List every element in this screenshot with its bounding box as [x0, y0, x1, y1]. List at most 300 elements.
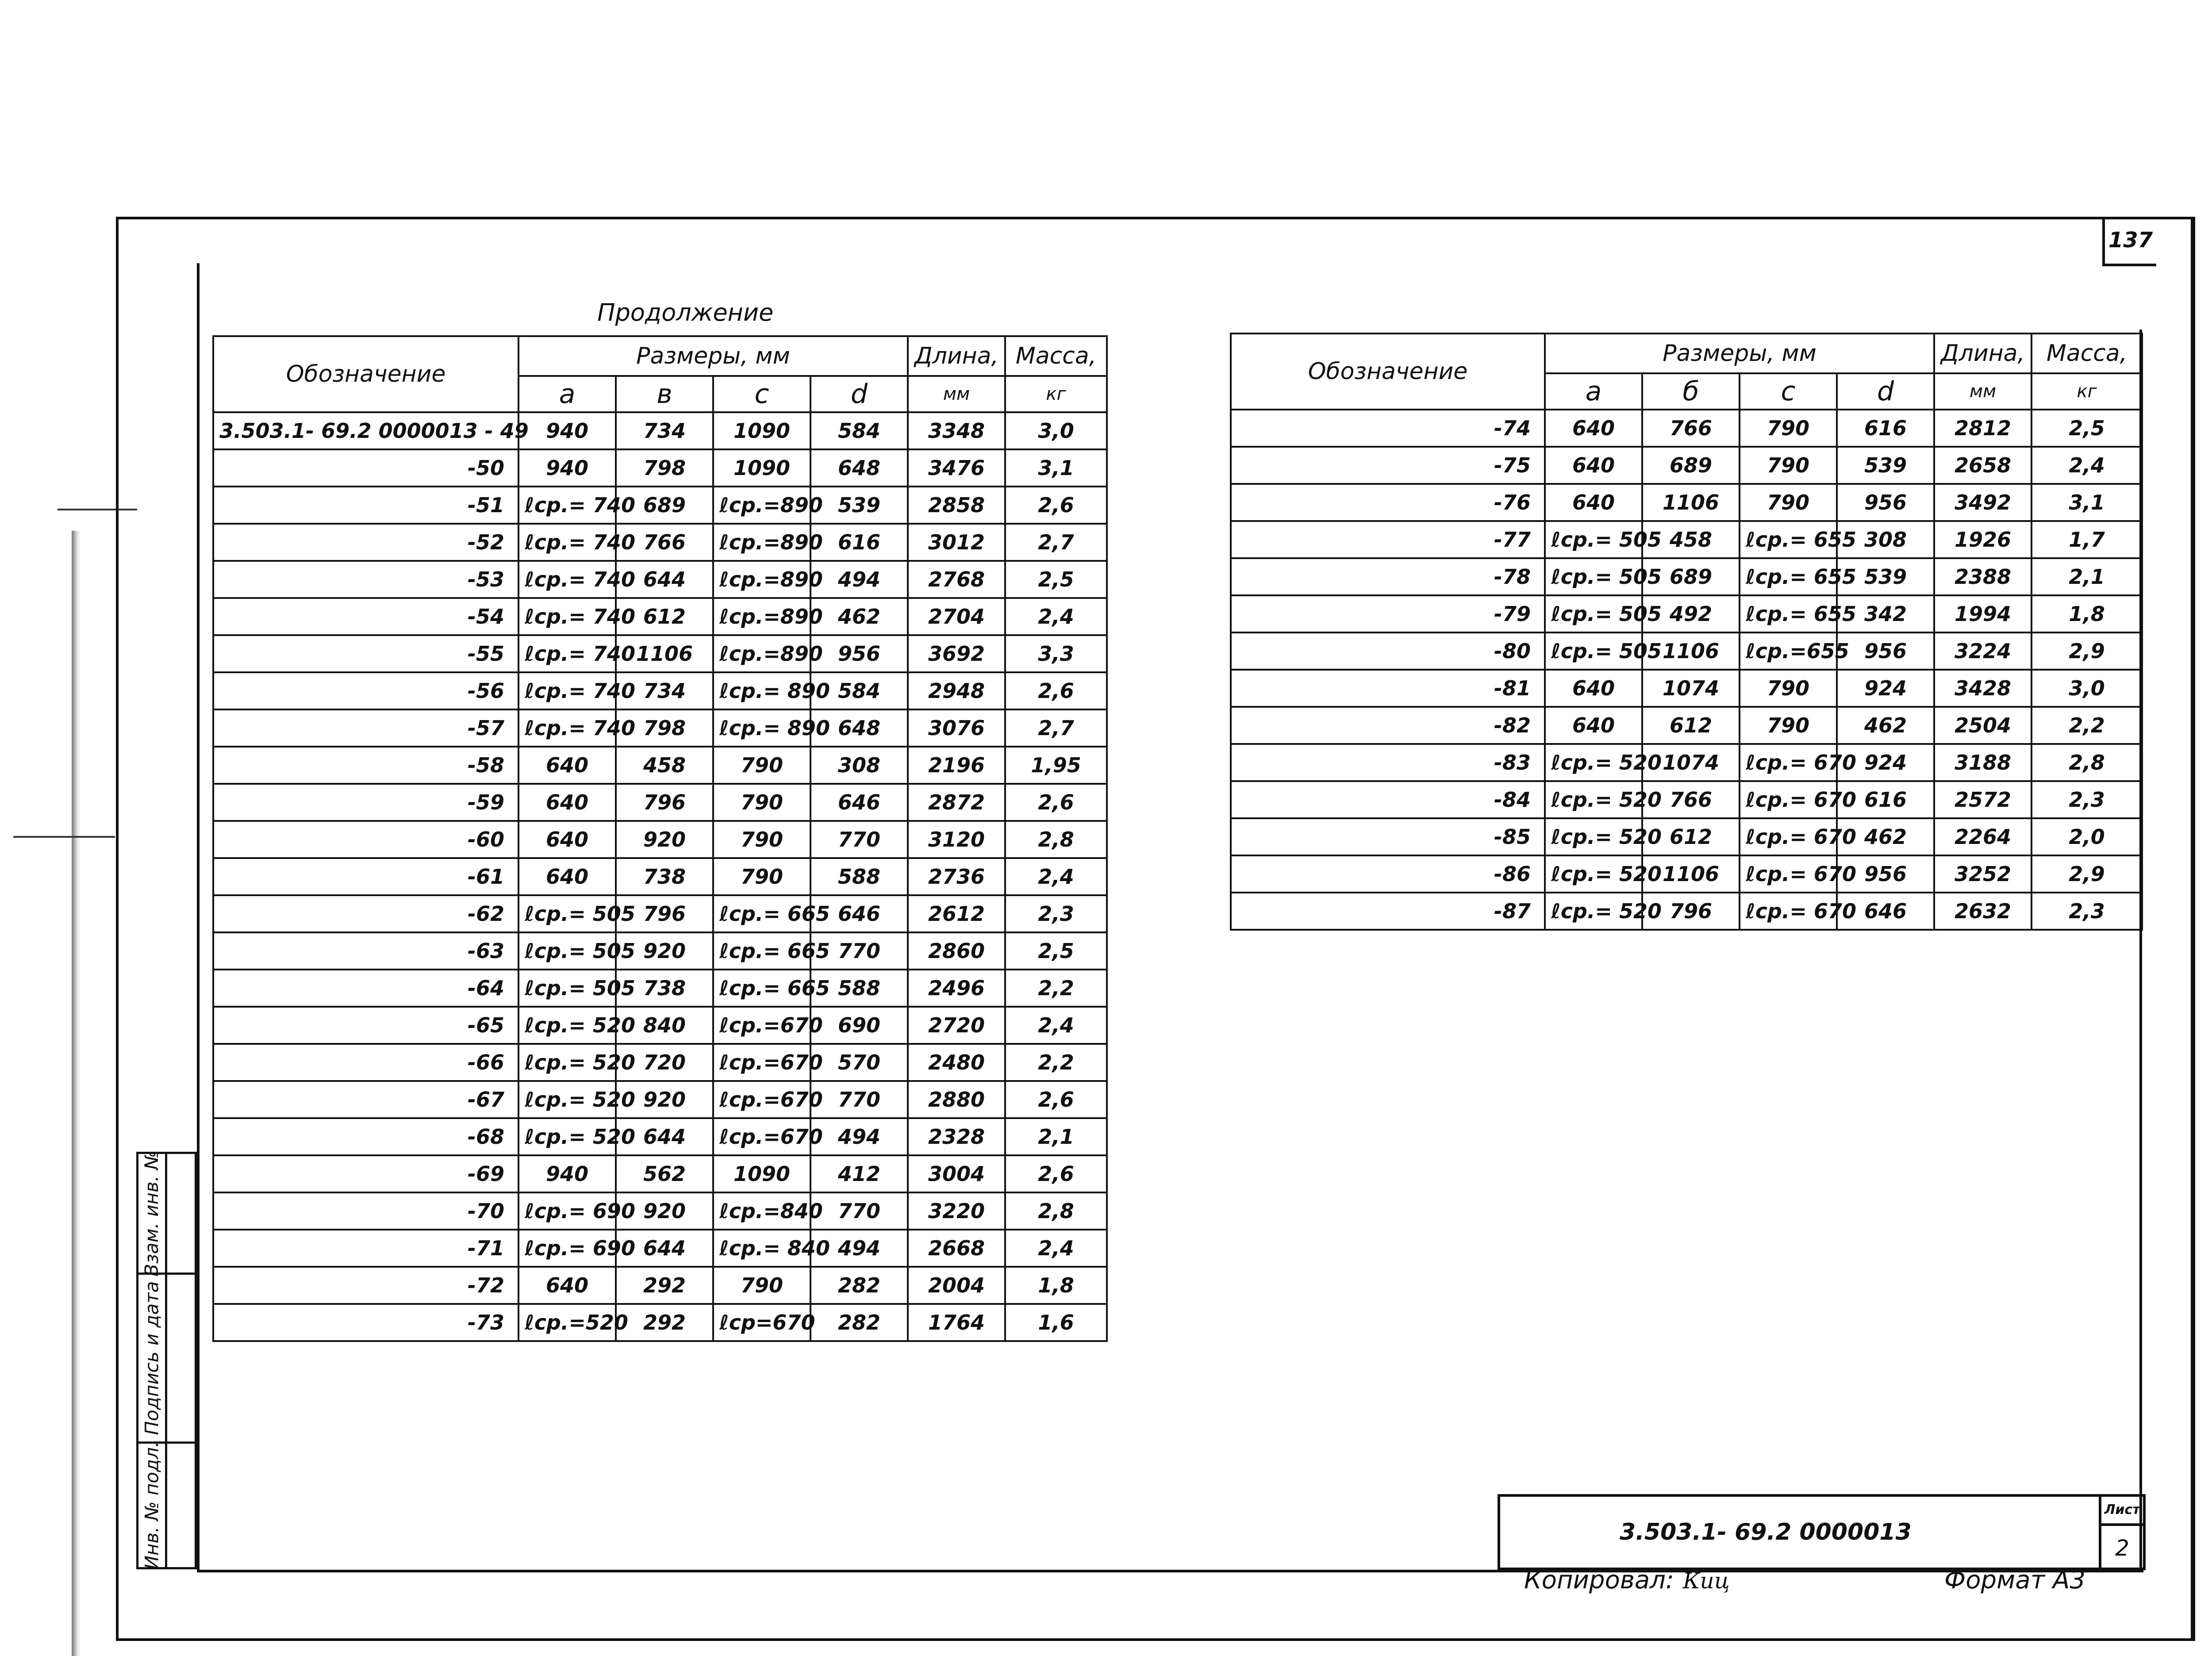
cell-b: 612	[616, 598, 713, 635]
cell-a: ℓср.= 505	[1545, 521, 1642, 558]
cell-b: 458	[616, 747, 713, 784]
cell-len: 2668	[908, 1230, 1005, 1267]
cell-a: ℓср.= 520	[1545, 781, 1642, 818]
cell-des: -63	[213, 932, 518, 970]
table-row	[1231, 484, 2142, 521]
cell-a: ℓср.= 740	[518, 561, 616, 598]
side-strip-vline	[165, 1154, 167, 1567]
cell-c: ℓср.= 670	[1740, 781, 1837, 818]
cell-a: 640	[1545, 707, 1642, 744]
cell-des: -71	[213, 1230, 518, 1267]
cell-mass: 2,7	[1005, 709, 1107, 747]
header-dimensions: Размеры, мм	[518, 336, 908, 376]
cell-d: 770	[810, 1192, 908, 1230]
copied-by-label: Копировал:	[1524, 1566, 1674, 1595]
table-row	[213, 1155, 1107, 1192]
cell-mass: 1,7	[2032, 521, 2142, 558]
table-row	[213, 709, 1107, 747]
table-row	[1231, 632, 2142, 670]
cell-des: -57	[213, 709, 518, 747]
cell-b: 292	[616, 1267, 713, 1304]
cell-b: 840	[616, 1007, 713, 1044]
cell-c: ℓср.=890	[713, 598, 810, 635]
cell-a: ℓср.= 505	[1545, 632, 1642, 670]
sheet-bottom-rule	[116, 1638, 2195, 1641]
cell-b: 1106	[1642, 632, 1740, 670]
cell-des: 3.503.1- 69.2 0000013 - 49	[213, 412, 518, 449]
cell-d: 308	[1837, 521, 1934, 558]
cell-mass: 2,7	[1005, 524, 1107, 561]
table-row	[213, 747, 1107, 784]
cell-mass: 2,6	[1005, 487, 1107, 524]
cell-b: 1106	[1642, 855, 1740, 893]
cell-des: -75	[1231, 447, 1545, 484]
cell-c: 790	[1740, 707, 1837, 744]
cell-d: 494	[810, 561, 908, 598]
cell-des: -65	[213, 1007, 518, 1044]
table-row	[213, 1118, 1107, 1155]
cell-d: 588	[810, 970, 908, 1007]
cell-c: 1090	[713, 412, 810, 449]
cell-len: 2704	[908, 598, 1005, 635]
cell-d: 584	[810, 672, 908, 709]
cell-des: -59	[213, 784, 518, 821]
cell-mass: 3,0	[1005, 412, 1107, 449]
cell-a: ℓср.= 740	[518, 672, 616, 709]
cell-c: ℓср.= 665	[713, 895, 810, 932]
cell-mass: 2,2	[2032, 707, 2142, 744]
table-row	[213, 895, 1107, 932]
cell-b: 612	[1642, 707, 1740, 744]
table-row	[213, 1192, 1107, 1230]
cell-mass: 2,6	[1005, 1155, 1107, 1192]
cell-c: 790	[1740, 447, 1837, 484]
cell-des: -78	[1231, 558, 1545, 595]
cell-des: -52	[213, 524, 518, 561]
cell-b: 492	[1642, 595, 1740, 632]
cell-a: ℓср.= 740	[518, 524, 616, 561]
table-row	[213, 412, 1107, 449]
cell-len: 3492	[1934, 484, 2032, 521]
cell-d: 282	[810, 1304, 908, 1341]
cell-c: ℓср.= 655	[1740, 521, 1837, 558]
table-row	[213, 449, 1107, 487]
header-col-c: c	[1740, 373, 1837, 410]
cell-mass: 2,3	[2032, 893, 2142, 930]
cell-mass: 2,6	[1005, 784, 1107, 821]
table-row	[213, 524, 1107, 561]
cell-len: 3476	[908, 449, 1005, 487]
cell-c: 790	[713, 858, 810, 895]
cell-mass: 3,1	[1005, 449, 1107, 487]
cell-des: -56	[213, 672, 518, 709]
cell-mass: 2,8	[2032, 744, 2142, 781]
cell-mass: 3,0	[2032, 670, 2142, 707]
cell-d: 770	[810, 821, 908, 858]
cell-b: 1074	[1642, 744, 1740, 781]
cell-len: 2948	[908, 672, 1005, 709]
cell-a: ℓср.= 520	[1545, 744, 1642, 781]
cell-mass: 1,6	[1005, 1304, 1107, 1341]
cell-c: 790	[1740, 410, 1837, 447]
cell-mass: 2,6	[1005, 1081, 1107, 1118]
cell-des: -68	[213, 1118, 518, 1155]
cell-b: 766	[1642, 410, 1740, 447]
table-row	[213, 1044, 1107, 1081]
cell-d: 648	[810, 709, 908, 747]
cell-b: 798	[616, 709, 713, 747]
title-block	[1498, 1494, 2146, 1570]
sheet-cell	[2099, 1497, 2143, 1568]
cell-d: 770	[810, 1081, 908, 1118]
cell-len: 2860	[908, 932, 1005, 970]
cell-b: 458	[1642, 521, 1740, 558]
cell-c: ℓср.=890	[713, 635, 810, 672]
cell-des: -64	[213, 970, 518, 1007]
header-dimensions: Размеры, мм	[1545, 334, 1934, 373]
cell-len: 2632	[1934, 893, 2032, 930]
cell-mass: 2,1	[1005, 1118, 1107, 1155]
cell-b: 292	[616, 1304, 713, 1341]
cell-des: -82	[1231, 707, 1545, 744]
cell-mass: 2,3	[2032, 781, 2142, 818]
cell-a: 640	[1545, 484, 1642, 521]
scan-edge-shadow	[72, 531, 81, 1656]
cell-len: 2496	[908, 970, 1005, 1007]
cell-d: 342	[1837, 595, 1934, 632]
cell-des: -70	[213, 1192, 518, 1230]
cell-des: -62	[213, 895, 518, 932]
paper-format: Формат А3	[1944, 1566, 2085, 1595]
header-col-d: d	[810, 376, 908, 412]
cell-d: 570	[810, 1044, 908, 1081]
cell-d: 646	[1837, 893, 1934, 930]
cell-des: -53	[213, 561, 518, 598]
scan-mark	[13, 836, 115, 838]
cell-d: 924	[1837, 670, 1934, 707]
cell-len: 2872	[908, 784, 1005, 821]
cell-mass: 2,4	[2032, 447, 2142, 484]
cell-mass: 2,2	[1005, 1044, 1107, 1081]
cell-b: 920	[616, 1081, 713, 1118]
copied-by-signature: Киц	[1682, 1568, 1730, 1594]
cell-len: 3120	[908, 821, 1005, 858]
cell-mass: 2,5	[1005, 561, 1107, 598]
cell-a: 940	[518, 449, 616, 487]
cell-a: 640	[518, 1267, 616, 1304]
cell-a: ℓср.= 505	[518, 932, 616, 970]
cell-b: 734	[616, 412, 713, 449]
cell-c: ℓср.= 840	[713, 1230, 810, 1267]
cell-des: -66	[213, 1044, 518, 1081]
cell-des: -50	[213, 449, 518, 487]
table-row	[213, 970, 1107, 1007]
table-row	[213, 1081, 1107, 1118]
table-row	[213, 1230, 1107, 1267]
cell-a: ℓср.= 740	[518, 598, 616, 635]
signature-date-label: Подпись и дата	[141, 1281, 163, 1435]
cell-d: 282	[810, 1267, 908, 1304]
cell-b: 644	[616, 561, 713, 598]
cell-len: 2264	[1934, 818, 2032, 855]
cell-mass: 2,4	[1005, 1230, 1107, 1267]
cell-len: 3428	[1934, 670, 2032, 707]
header-col-b: б	[1642, 373, 1740, 410]
table-row	[1231, 893, 2142, 930]
spec-table-right	[1230, 333, 2143, 931]
original-inventory-label: Инв. № подл.	[141, 1441, 163, 1569]
cell-a: ℓср.=520	[518, 1304, 616, 1341]
cell-a: ℓср.= 690	[518, 1230, 616, 1267]
cell-len: 2504	[1934, 707, 2032, 744]
cell-a: 940	[518, 1155, 616, 1192]
table-row	[213, 932, 1107, 970]
cell-a: 640	[1545, 410, 1642, 447]
cell-mass: 1,8	[2032, 595, 2142, 632]
cell-d: 462	[1837, 818, 1934, 855]
cell-c: 790	[713, 821, 810, 858]
cell-len: 3692	[908, 635, 1005, 672]
table-row	[1231, 521, 2142, 558]
cell-c: ℓср.= 655	[1740, 595, 1837, 632]
cell-des: -54	[213, 598, 518, 635]
cell-c: ℓср.= 670	[1740, 744, 1837, 781]
table-row	[213, 858, 1107, 895]
table-row	[1231, 707, 2142, 744]
cell-a: ℓср.= 520	[518, 1081, 616, 1118]
cell-c: ℓср=670	[713, 1304, 810, 1341]
cell-mass: 2,8	[1005, 1192, 1107, 1230]
cell-len: 3252	[1934, 855, 2032, 893]
cell-len: 2388	[1934, 558, 2032, 595]
cell-a: ℓср.= 505	[1545, 595, 1642, 632]
cell-des: -77	[1231, 521, 1545, 558]
cell-mass: 2,9	[2032, 632, 2142, 670]
cell-d: 648	[810, 449, 908, 487]
cell-d: 539	[810, 487, 908, 524]
cell-des: -85	[1231, 818, 1545, 855]
cell-des: -79	[1231, 595, 1545, 632]
cell-des: -61	[213, 858, 518, 895]
cell-des: -83	[1231, 744, 1545, 781]
cell-mass: 1,8	[1005, 1267, 1107, 1304]
cell-c: 790	[713, 784, 810, 821]
cell-a: ℓср.= 520	[1545, 893, 1642, 930]
cell-a: ℓср.= 520	[1545, 855, 1642, 893]
copied-by	[1524, 1566, 1730, 1595]
table-row	[213, 672, 1107, 709]
header-mass: Масса,	[1005, 336, 1107, 376]
cell-b: 738	[616, 858, 713, 895]
cell-a: ℓср.= 740	[518, 635, 616, 672]
header-length-unit: мм	[908, 376, 1005, 412]
cell-b: 796	[616, 784, 713, 821]
cell-mass: 2,4	[1005, 858, 1107, 895]
header-length: Длина,	[908, 336, 1005, 376]
cell-des: -86	[1231, 855, 1545, 893]
cell-len: 2658	[1934, 447, 2032, 484]
cell-a: 640	[518, 821, 616, 858]
header-designation: Обозначение	[1231, 334, 1545, 410]
cell-c: ℓср.=670	[713, 1118, 810, 1155]
side-stamp-strip	[136, 1152, 197, 1569]
table-row	[213, 561, 1107, 598]
cell-mass: 2,5	[2032, 410, 2142, 447]
cell-mass: 2,0	[2032, 818, 2142, 855]
cell-des: -55	[213, 635, 518, 672]
cell-len: 2480	[908, 1044, 1005, 1081]
continuation-caption: Продолжение	[597, 299, 774, 326]
cell-c: 1090	[713, 1155, 810, 1192]
cell-d: 462	[810, 598, 908, 635]
cell-d: 494	[810, 1230, 908, 1267]
table-row	[213, 635, 1107, 672]
cell-d: 462	[1837, 707, 1934, 744]
cell-d: 956	[1837, 484, 1934, 521]
cell-mass: 2,3	[1005, 895, 1107, 932]
cell-a: ℓср.= 520	[518, 1007, 616, 1044]
cell-des: -73	[213, 1304, 518, 1341]
cell-c: ℓср.=670	[713, 1007, 810, 1044]
cell-d: 308	[810, 747, 908, 784]
header-designation: Обозначение	[213, 336, 518, 412]
cell-len: 3348	[908, 412, 1005, 449]
cell-c: 790	[713, 1267, 810, 1304]
cell-c: ℓср.= 670	[1740, 818, 1837, 855]
cell-a: ℓср.= 505	[1545, 558, 1642, 595]
table-row	[1231, 410, 2142, 447]
cell-c: ℓср.= 665	[713, 970, 810, 1007]
cell-len: 1926	[1934, 521, 2032, 558]
cell-des: -51	[213, 487, 518, 524]
cell-des: -76	[1231, 484, 1545, 521]
cell-len: 1764	[908, 1304, 1005, 1341]
cell-c: ℓср.= 655	[1740, 558, 1837, 595]
cell-c: ℓср.= 670	[1740, 893, 1837, 930]
cell-c: ℓср.=840	[713, 1192, 810, 1230]
cell-c: ℓср.= 665	[713, 932, 810, 970]
cell-d: 956	[1837, 632, 1934, 670]
cell-a: ℓср.= 520	[518, 1044, 616, 1081]
cell-des: -67	[213, 1081, 518, 1118]
cell-b: 766	[1642, 781, 1740, 818]
cell-des: -80	[1231, 632, 1545, 670]
cell-len: 3012	[908, 524, 1005, 561]
document-code: 3.503.1- 69.2 0000013	[1620, 1519, 1912, 1545]
cell-b: 766	[616, 524, 713, 561]
cell-c: ℓср.=670	[713, 1081, 810, 1118]
cell-b: 689	[1642, 558, 1740, 595]
cell-b: 796	[1642, 893, 1740, 930]
cell-d: 956	[810, 635, 908, 672]
cell-a: 640	[518, 784, 616, 821]
cell-len: 3188	[1934, 744, 2032, 781]
cell-mass: 1,95	[1005, 747, 1107, 784]
cell-len: 2572	[1934, 781, 2032, 818]
header-col-a: a	[1545, 373, 1642, 410]
cell-c: ℓср.=890	[713, 487, 810, 524]
table-row	[213, 598, 1107, 635]
header-length: Длина,	[1934, 334, 2032, 373]
cell-b: 562	[616, 1155, 713, 1192]
cell-d: 539	[1837, 558, 1934, 595]
cell-d: 956	[1837, 855, 1934, 893]
header-length-unit: мм	[1934, 373, 2032, 410]
cell-d: 690	[810, 1007, 908, 1044]
cell-len: 2768	[908, 561, 1005, 598]
cell-d: 412	[810, 1155, 908, 1192]
sheet-page-number: 2	[2115, 1535, 2129, 1561]
cell-mass: 2,1	[2032, 558, 2142, 595]
cell-d: 616	[810, 524, 908, 561]
cell-des: -84	[1231, 781, 1545, 818]
cell-len: 1994	[1934, 595, 2032, 632]
cell-d: 584	[810, 412, 908, 449]
table-row	[213, 487, 1107, 524]
cell-mass: 2,9	[2032, 855, 2142, 893]
cell-b: 644	[616, 1230, 713, 1267]
header-col-b: в	[616, 376, 713, 412]
cell-mass: 2,4	[1005, 598, 1107, 635]
sheet-number: 137	[2102, 217, 2156, 266]
cell-d: 646	[810, 784, 908, 821]
cell-c: ℓср.=655	[1740, 632, 1837, 670]
table-row	[1231, 855, 2142, 893]
cell-des: -72	[213, 1267, 518, 1304]
table-row	[1231, 595, 2142, 632]
cell-d: 539	[1837, 447, 1934, 484]
cell-mass: 3,1	[2032, 484, 2142, 521]
cell-d: 616	[1837, 781, 1934, 818]
header-col-a: a	[518, 376, 616, 412]
cell-d: 646	[810, 895, 908, 932]
cell-a: 640	[518, 858, 616, 895]
cell-mass: 2,8	[1005, 821, 1107, 858]
cell-a: ℓср.= 520	[518, 1118, 616, 1155]
table-row	[1231, 744, 2142, 781]
cell-des: -87	[1231, 893, 1545, 930]
cell-b: 734	[616, 672, 713, 709]
cell-mass: 2,4	[1005, 1007, 1107, 1044]
cell-c: ℓср.= 890	[713, 709, 810, 747]
cell-d: 770	[810, 932, 908, 970]
cell-len: 2612	[908, 895, 1005, 932]
header-mass-unit: кг	[1005, 376, 1107, 412]
cell-len: 3076	[908, 709, 1005, 747]
sheet-label: Лист	[2101, 1497, 2143, 1526]
cell-a: 640	[518, 747, 616, 784]
cell-c: ℓср.=670	[713, 1044, 810, 1081]
table-row	[1231, 818, 2142, 855]
cell-mass: 2,6	[1005, 672, 1107, 709]
header-mass: Масса,	[2032, 334, 2142, 373]
cell-len: 2004	[908, 1267, 1005, 1304]
cell-len: 2858	[908, 487, 1005, 524]
cell-b: 644	[616, 1118, 713, 1155]
spec-table-left	[212, 335, 1108, 1342]
table-row	[213, 821, 1107, 858]
cell-c: ℓср.= 890	[713, 672, 810, 709]
header-col-d: d	[1837, 373, 1934, 410]
cell-c: ℓср.=890	[713, 524, 810, 561]
cell-b: 920	[616, 821, 713, 858]
cell-c: ℓср.=890	[713, 561, 810, 598]
cell-b: 920	[616, 932, 713, 970]
cell-len: 3224	[1934, 632, 2032, 670]
cell-d: 494	[810, 1118, 908, 1155]
replaced-inventory-label: Взам. инв. №	[141, 1150, 163, 1276]
cell-len: 3004	[908, 1155, 1005, 1192]
